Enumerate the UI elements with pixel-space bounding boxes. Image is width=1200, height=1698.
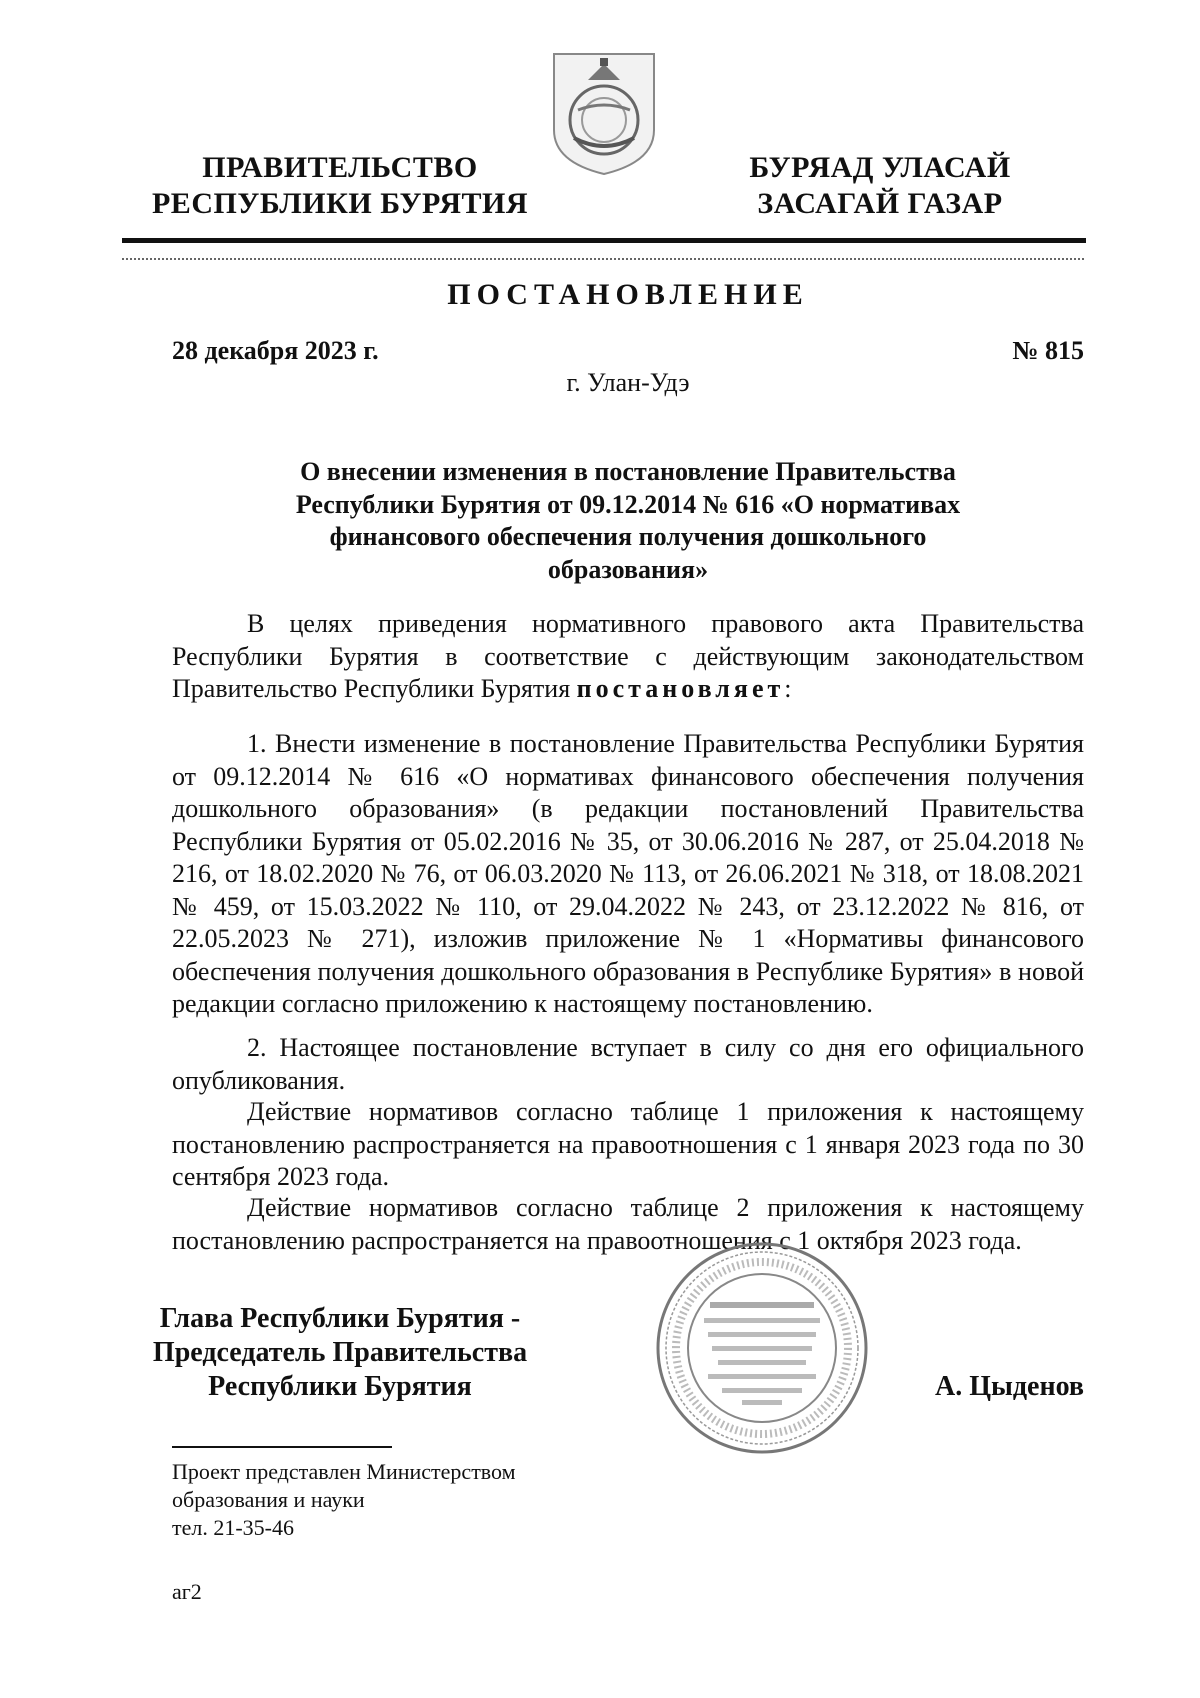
org-name-bur-line2: ЗАСАГАЙ ГАЗАР (757, 187, 1003, 220)
document-number: № 815 (1012, 336, 1084, 365)
preamble-text: В целях приведения нормативного правового акта Правительства Республики Бурятия в соответствие с действующим законодательством Правительство Республики Бурятия (172, 609, 1084, 703)
footer-line-1: Проект представлен Министерством (172, 1459, 516, 1484)
signatory-position (140, 1302, 540, 1404)
position-line-3: Республики Бурятия (208, 1371, 472, 1402)
official-stamp-icon (652, 1238, 872, 1458)
position-line-1: Глава Республики Бурятия - (159, 1303, 521, 1334)
preamble-keyword: постановляет (576, 674, 785, 703)
header-rule-thick (122, 238, 1086, 243)
document-date: 28 декабря 2023 г. (172, 336, 379, 365)
footer-code: аг2 (172, 1579, 202, 1604)
item-1-paragraph: 1. Внести изменение в постановление Правительства Республики Бурятия от 09.12.2014 № 616 «О нормативах финансового обеспечения получения дошкольного образования» (в редакции постановлений Правительства Республики Бурятия от 05.02.2016 № 35, от 30.06.2016 № 287, от 25.04.2018 № 216, от 18.02.2020 № 76, от 06.03.2020 № 113, от 26.06.2021 № 318, от 18.08.2021 № 459, от 15.03.2022 № 110, от 29.04.2022 № 243, от 23.12.2022 № 816, от 22.05.2023 № 271), изложив приложение № 1 «Нормативы финансового обеспечения получения дошкольного образования в Республике Бурятия» в новой редакции согласно приложению к настоящему постановлению. (172, 729, 1084, 1018)
footer-note (172, 1458, 672, 1542)
title-line-3: финансового обеспечения получения дошкольного (329, 522, 927, 551)
position-line-2: Председатель Правительства (152, 1337, 528, 1368)
document-type: ПОСТАНОВЛЕНИЕ (447, 278, 809, 311)
item-2-paragraph-3: Действие нормативов согласно таблице 2 приложения к настоящему постановлению распространяется на правоотношения с 1 октября 2023 года. (172, 1193, 1084, 1255)
org-name-bur-line1: БУРЯАД УЛАСАЙ (749, 151, 1011, 184)
footer-rule (172, 1446, 392, 1448)
org-name-ru-line1: ПРАВИТЕЛЬСТВО (202, 151, 478, 184)
title-line-2: Республики Бурятия от 09.12.2014 № 616 «О нормативах (295, 489, 961, 519)
title-line-4: образования» (547, 554, 709, 584)
org-name-buryat (700, 150, 1060, 222)
org-name-ru-line2: РЕСПУБЛИКИ БУРЯТИЯ (151, 187, 529, 220)
preamble-end: : (784, 674, 792, 703)
item-2-paragraph: 2. Настоящее постановление вступает в силу со дня его официального опубликования. (172, 1033, 1084, 1095)
preamble-paragraph (172, 608, 1084, 706)
signatory-name: А. Цыденов (934, 1371, 1084, 1402)
footer-line-2: образования и науки (172, 1487, 365, 1512)
document-city: г. Улан-Удэ (566, 368, 690, 397)
coat-of-arms-icon (548, 50, 660, 178)
document-title (172, 456, 1084, 586)
header-rule-thin (122, 258, 1086, 260)
title-line-1: О внесении изменения в постановление Правительства (300, 457, 956, 486)
footer-phone: тел. 21-35-46 (172, 1515, 295, 1540)
org-name-russian (130, 150, 550, 222)
item-2-paragraph-2: Действие нормативов согласно таблице 1 приложения к настоящему постановлению распространяется на правоотношения с 1 января 2023 года по 30 сентября 2023 года. (172, 1097, 1084, 1191)
